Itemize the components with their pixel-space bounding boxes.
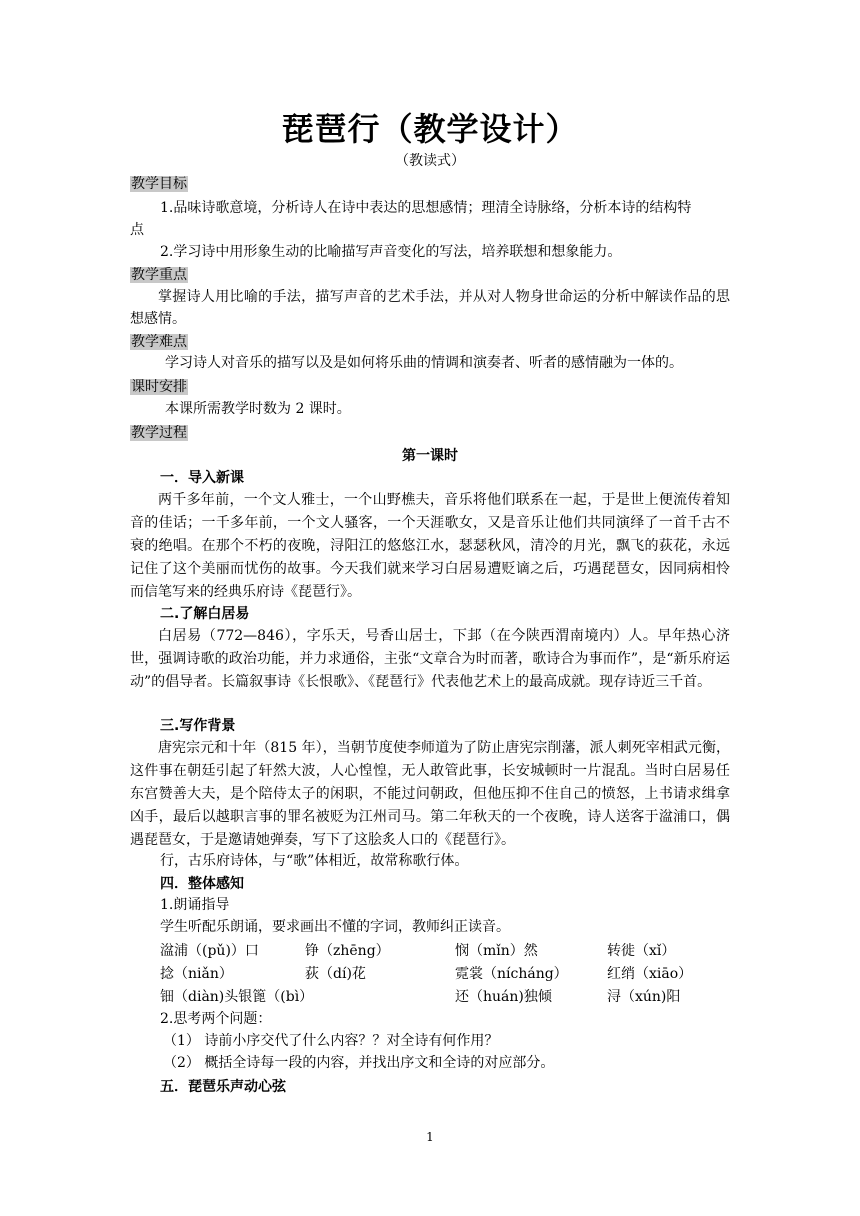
pinyin-cell: 荻（dí)花 <box>305 966 366 982</box>
page-number: 1 <box>426 1130 434 1144</box>
pinyin-cell: 浔（xún)阳 <box>607 989 681 1005</box>
key-text: 掌握诗人用比喻的手法，描写声音的艺术手法，并从对人物身世命运的分析中解读作品的思想感情。 <box>130 289 730 327</box>
section-2-text: 白居易（772—846），字乐天，号香山居士，下邽（在今陕西渭南境内）人。早年热心济世，强调诗歌的政治功能，并力求通俗，主张“文章合为时而著，歌诗合为事而作”，是“新乐府运动”的倡导者。长篇叙事诗《长恨歌》、《琵琶行》代表他艺术上的最高成就。现存诗近三千首。 <box>130 628 730 690</box>
heading-difficult <box>130 331 188 353</box>
lesson-1-heading: 第一课时 <box>402 448 458 464</box>
section-1-text: 两千多年前，一个文人雅士，一个山野樵夫，音乐将他们联系在一起，于是世上便流传着知音的佳话；一千多年前，一个文人骚客，一个天涯歌女，又是音乐让他们共同演绎了一首千古不衰的绝唱。在那个不朽的夜晚，浔阳江的悠悠江水，瑟瑟秋风，清冷的月光，飘飞的荻花，永远记住了这个美丽而忧伤的故事。今天我们就来学习白居易遭贬谪之后，巧遇琵琶女，因同病相怜而信笔写来的经典乐府诗《琵琶行》。 <box>130 492 730 600</box>
heading-goals <box>130 173 188 195</box>
heading-key-label: 教学重点 <box>131 267 187 283</box>
heading-schedule-label: 课时安排 <box>131 379 187 395</box>
section-4-sub1-text: 学生听配乐朗诵，要求画出不懂的字词，教师纠正读音。 <box>160 919 510 935</box>
section-4-question-2: （2） 概括全诗每一段的内容，并找出序文和全诗的对应部分。 <box>163 1055 555 1071</box>
section-2-title: 二.了解白居易 <box>160 606 250 622</box>
document-subtitle: （教读式） <box>395 153 465 169</box>
pinyin-cell: 红绡（xiāo） <box>607 966 693 982</box>
pinyin-cell: 悯（mǐn）然 <box>455 943 538 959</box>
section-3-text2: 行，古乐府诗体，与“歌”体相近，故常称歌行体。 <box>160 853 469 869</box>
heading-difficult-label: 教学难点 <box>131 334 187 350</box>
pinyin-cell: 还（huán)独倾 <box>455 989 552 1005</box>
section-4-sub1: 1.朗诵指导 <box>160 897 230 913</box>
difficult-text: 学习诗人对音乐的描写以及是如何将乐曲的情调和演奏者、听者的感情融为一体的。 <box>165 355 683 371</box>
document-title: 琵琶行（教学设计） <box>281 110 579 148</box>
pinyin-cell: 转徙（xǐ） <box>607 943 676 959</box>
section-5-title: 五．琵琶乐声动心弦 <box>160 1079 286 1095</box>
section-1-title: 一．导入新课 <box>160 470 244 486</box>
pinyin-cell: 湓浦（(pǔ)）口 <box>160 943 259 959</box>
pinyin-cell: 铮（zhēng） <box>305 943 390 959</box>
pinyin-cell: 霓裳（nícháng） <box>455 966 568 982</box>
section-4-question-1: （1） 诗前小序交代了什么内容？？对全诗有何作用？ <box>163 1033 499 1049</box>
goal-1-line2: 点 <box>130 222 144 238</box>
section-3-title: 三.写作背景 <box>160 718 236 734</box>
heading-schedule <box>130 376 188 398</box>
heading-process-label: 教学过程 <box>131 425 187 441</box>
heading-process <box>130 422 188 444</box>
goal-2: 2.学习诗中用形象生动的比喻描写声音变化的写法，培养联想和想象能力。 <box>160 244 622 260</box>
goal-1-line1: 1.品味诗歌意境，分析诗人在诗中表达的思想感情；理清全诗脉络，分析本诗的结构特 <box>160 200 692 216</box>
section-4-sub2: 2.思考两个问题： <box>160 1011 272 1027</box>
section-4-title: 四．整体感知 <box>160 876 244 892</box>
schedule-text: 本课所需教学时数为 2 课时。 <box>165 401 351 417</box>
pinyin-cell: 捻（niǎn） <box>160 966 233 982</box>
pinyin-cell: 钿（diàn)头银篦（(bì） <box>160 989 314 1005</box>
heading-goals-label: 教学目标 <box>131 176 187 192</box>
section-3-text: 唐宪宗元和十年（815 年），当朝节度使李师道为了防止唐宪宗削藩，派人刺死宰相武元衡，这件事在朝廷引起了轩然大波，人心惶惶，无人敢管此事，长安城顿时一片混乱。当时白居易任东宫赞善大夫，是个陪侍太子的闲职，不能过问朝政，但他压抑不住自己的愤怒，上书请求缉拿凶手，最后以越职言事的罪名被贬为江州司马。第二年秋天的一个夜晚，诗人送客于湓浦口，偶遇琵琶女，于是邀请她弹奏，写下了这脍炙人口的《琵琶行》。 <box>130 740 730 848</box>
heading-key <box>130 264 188 286</box>
